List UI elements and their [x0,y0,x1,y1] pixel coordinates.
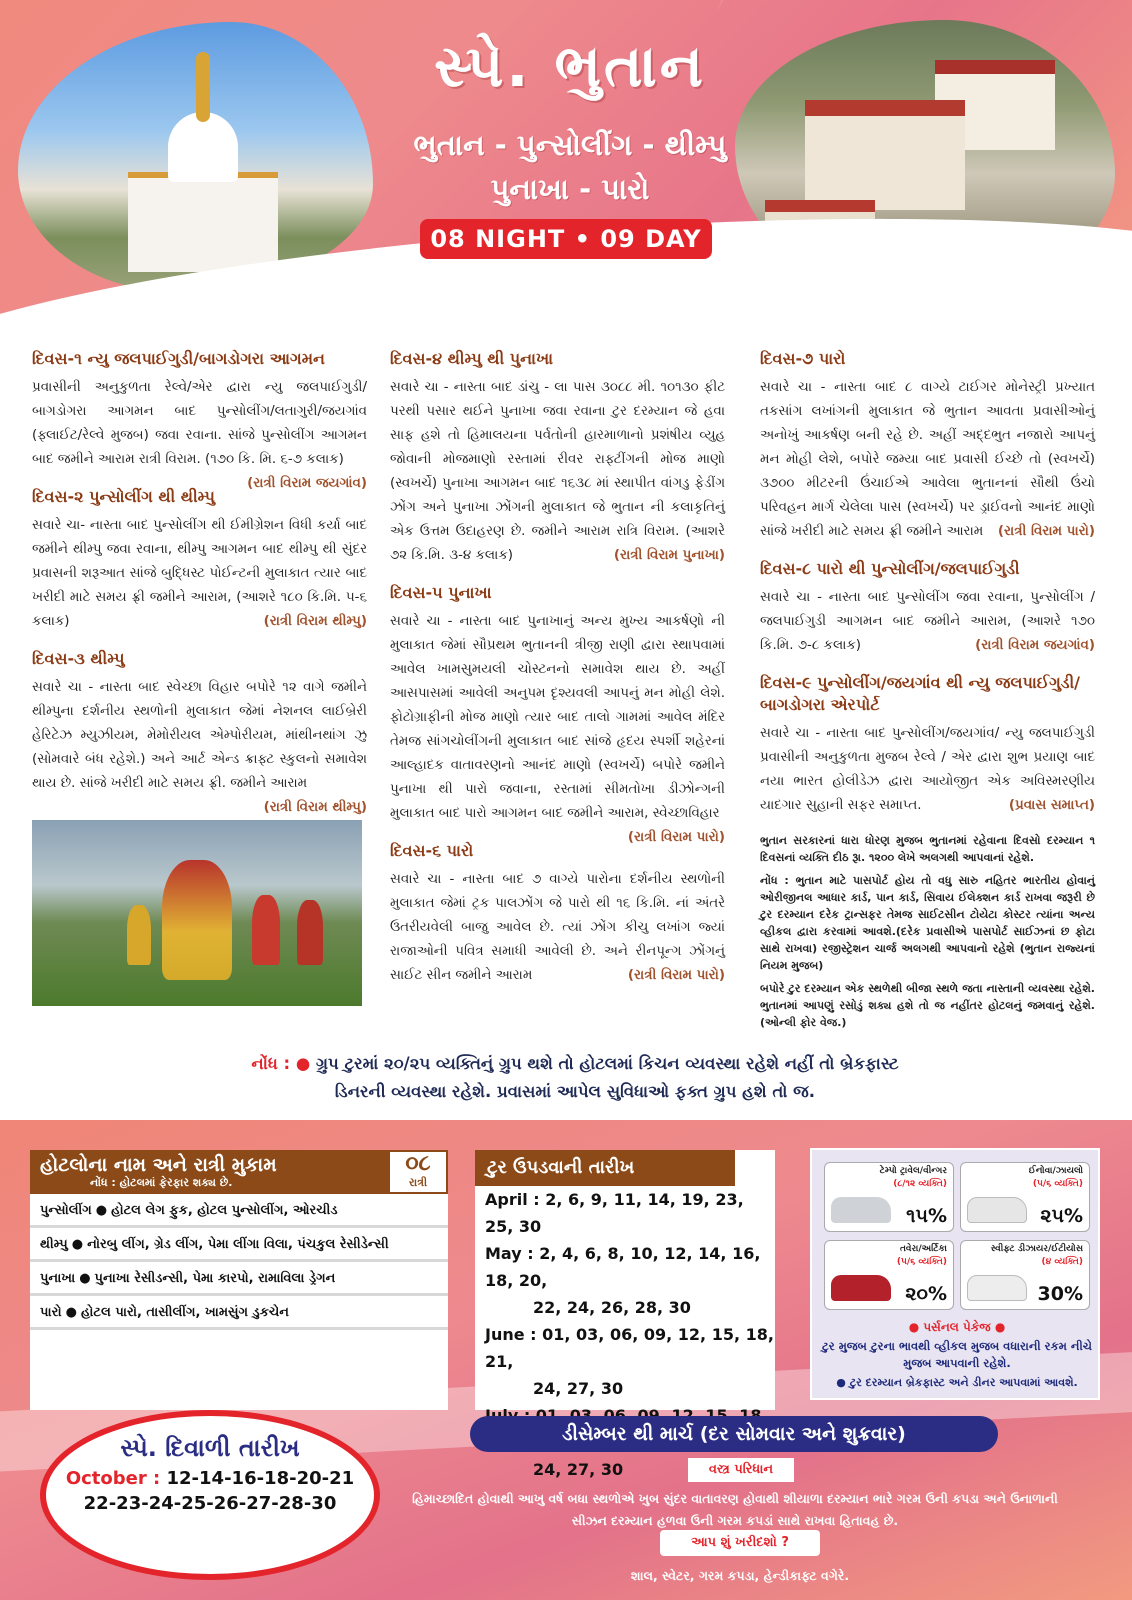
note-label: નોંધ : [251,1054,291,1073]
bullet-icon: ● [295,1054,311,1073]
day-title: દિવસ-૧ ન્યુ જલપાઈગુડી/બાગડોગરા આગમન [32,349,325,368]
bottom-section [0,1120,1132,1600]
diwali-title: સ્પે. દિવાળી તારીખ [120,1434,300,1462]
day-title: દિવસ-૬ પારો [390,841,474,860]
day-description: સવારે ચા - નાસ્તા બાદ ૭ વાગ્યે પારોના દર્શનીય સ્થળોની મુલાકાત જેમાં ટ્રક પાલઝોંગ જે પારો થી ૧૬ કિ.મિ. નાં અંતરે ઉતરીયવેલી બાજુ આવેલ છે. ત્યાં ઝોંગ કીચુ લખાંગ જ્યાં રાજાઓની પવિત્ર સમાધી આવેલી છે. અને રીનપૂન્ગ ઝોંગનું સાઈટ સીન જમીને આરામ (રાત્રી વિરામ પારો) [390,868,725,988]
day-2 [32,486,367,634]
overnight-stay: (રાત્રી વિરામ પુનાખા) [613,548,725,563]
van-icon [831,1197,891,1223]
route-line-1: ભુતાન - પુન્સોલીંગ - થીમ્પુ [413,128,727,162]
diwali-dates-line-2: 22-23-24-25-26-27-28-30 [83,1493,337,1514]
day-description: પ્રવાસીની અનુકુળતા રેલ્વે/એર દ્વારા ન્યુ જલપાઈગુડી/ બાગડોગરા આગમન બાદ પુન્સોલીંગ/લતાગુરી/જયગાંવ (ફ્લાઈટ/રેલ્વે મુજબ) જવા રવાના. સાંજે પુન્સોલીંગ આગમન બાદ જમીને આરામ રાત્રી વિરામ. (૧૭૦ કિ. મિ. ૬-૭ કલાક) (રાત્રી વિરામ જયગાંવ) [32,376,367,472]
nights-count: ૦૮ [405,1151,431,1176]
dancer-figure [297,900,323,965]
duration-badge: 08 NIGHT • 09 DAY [420,219,712,259]
diwali-dates-badge [40,1410,380,1580]
day-title: દિવસ-૪ થીમ્પુ થી પુનાખા [390,349,554,368]
personal-package-box [810,1148,1100,1400]
itinerary-column-1 [32,348,367,1006]
day-description: સવારે ચા - નાસ્તા બાદ પુનાખાનું અન્ય મુખ્ય આકર્ષણો ની મુલાકાત જેમાં સૌપ્રથમ ભુતાનની ત્રીજી રાણી દ્વારા સ્થાપવામાં આવેલ ખામસુમયલી ચોસ્ટનનો સમાવેશ થાય છે. અહીં આસપાસમાં આવેલી અનુપમ દૃશ્યવલી આપનું મન મોહી લેશે. ફોટોગ્રાફીની મોજ માણો ત્યાર બાદ તાલો ગામમાં આવેલ મંદિર તેમજ સાંગચોલીંગની મુલાકાત બાદ સાંજે હૃદય સ્પર્શી શહેરનાં આલ્હાદક વાતાવરણનો આનંદ માણો (સ્વખર્ચે) બપોરે જમીને પુનાખા થી પારો જવાના, રસ્તામાં સીમતોખા ડીઝોન્ગની મુલાકાત બાદ પારો આગમન બાદ જમીને આરામ, સ્વેચ્છાવિહાર (રાત્રી વિરામ પારો) [390,610,725,826]
stupa-dome [168,112,238,182]
day-title: દિવસ-૭ પારો [760,349,846,368]
overnight-stay: (રાત્રી વિરામ થીમ્પુ) [263,614,367,629]
day-1 [32,348,367,491]
hotels-subtitle: નોંધ : હોટલમાં ફેરફાર શક્ય છે. [90,1176,233,1189]
personal-package-text: ટુર મુજબ ટુરના ભાવથી વ્હીકલ મુજબ વધારાની રકમ નીચે મુજબ આપવાની રહેશે. [822,1339,1092,1370]
mask-dance-photo [32,820,362,1006]
overnight-stay: (રાત્રી વિરામ પારો) [997,524,1095,539]
hotels-box [30,1150,448,1410]
meals-note: બપોરે ટુર દરમ્યાન એક સ્થળેથી બીજા સ્થળે જતા નાસ્તાની વ્યવસ્થા રહેશે. ભુતાનમાં આપણું રસોડું શક્ય હશે તો જ નહીંતર હોટલનું જમવાનું રહેશે. (ઓન્લી ફોર વેજ.) [760,982,1095,1029]
hotel-row: પારો ● હોટલ પારો, તાસીલીંગ, ખામસુંગ ડુકચેન [30,1296,448,1330]
clothing-label: વસ્ત્ર પરિધાન [688,1458,794,1482]
group-note-line-1: ગ્રુપ ટુરમાં ૨૦/૨૫ વ્યક્તિનું ગ્રુપ થશે તો હોટલમાં કિચન વ્યવસ્થા રહેશે નહીં તો બ્રેકફાસ્ટ [315,1054,899,1073]
car-icon [967,1197,1027,1223]
vehicle-card: ટેમ્પો ટ્રાવેલ/વીન્ગર (૮/૧૨ વ્યક્તિ) ૧૫% [824,1162,954,1232]
overnight-stay: (રાત્રી વિરામ થીમ્પુ) [263,800,367,815]
header-banner [0,0,1132,320]
month-june: June : 01, 03, 06, 09, 12, 15, 18, 21, 24, 27, 30 [485,1325,774,1398]
hotel-row: પુનાખા ● પુનાખા રેસીડન્સી, પેમા કારપો, રામાવિલા ડ્રેગન [30,1262,448,1296]
day-title: દિવસ-૨ પુન્સોલીંગ થી થીમ્પુ [32,487,215,506]
itinerary-column-3 [760,348,1095,1031]
personal-package-title: ● પર્સનલ પેકેજ ● [908,1320,1006,1334]
nights-label: રાત્રી [408,1176,428,1189]
day-title: દિવસ-૩ થીમ્પુ [32,649,125,668]
hotel-row: પુન્સોલીંગ ● હોટલ લેગ ફુક, હોટલ પુન્સોલીંગ, ઓરચીડ [30,1194,448,1228]
hotel-row: થીમ્પુ ● નોરબુ લીંગ, ગ્રેડ લીંગ, પેમા લીંગા વિલા, પંચકુલ રેસીડેન્સી [30,1228,448,1262]
shopping-text: શાલ, સ્વેટર, ગરમ કપડા, હેન્ડીકાફ્ટ વગેરે. [630,1568,850,1583]
dancer-figure [252,895,280,965]
itinerary-column-2 [390,348,725,1002]
bhutan-fee-note: ભુતાન સરકારનાં ધારા ધોરણ મુજબ ભુતાનમાં રહેવાના દિવસો દરમ્યાન ૧ દિવસનાં વ્યક્તિ દીઠ રૂા. ૧૨૦૦ લેખે અલગથી આપવાનાં રહેશે. [760,834,1095,864]
overnight-stay: (રાત્રી વિરામ પારો) [627,968,725,983]
stupa-spire [196,52,210,122]
day-5 [390,582,725,845]
day-description: સવારે ચા - નાસ્તા બાદ પુન્સોલીંગ/જયગાંવ/ ન્યુ જલપાઈગુડી પ્રવાસીની અનુકુળતા મુજબ રેલ્વે / એર દ્વારા શુભ પ્રયાણ બાદ નયા ભારત હોલીડેઝ દ્વારા આયોજીત એક અવિસ્મરણીય યાદગાર સુહાની સફર સમાપ્ત. (પ્રવાસ સમાપ્ત) [760,722,1095,818]
december-march-banner: ડીસેમ્બર થી માર્ચ (દર સોમવાર અને શુક્રવાર) [470,1416,998,1452]
group-note-line-2: ડિનરની વ્યવસ્થા રહેશે. પ્રવાસમાં આપેલ સુવિધાઓ ફક્ત ગ્રુપ હશે તો જ. [334,1082,816,1101]
day-9 [760,672,1095,818]
overnight-stay: (રાત્રી વિરામ જયગાંવ) [247,476,367,491]
stupa-base [128,172,278,272]
day-description: સવારે ચા- નાસ્તા બાદ પુન્સોલીંગ થી ઈમીગ્રેશન વિધી કર્યા બાદ જમીને થીમ્પુ જવા રવાના, થીમ્પુ આગમન બાદ થીમ્પુ થી સુંદર પ્રવાસની શરૂઆત સાંજે બુદ્ધિસ્ટ પોઈન્ટની મુલાકાત ત્યાર બાદ ખરીદી માટે સમય ફ્રી જમીને આરામ, (આશરે ૧૮૦ કિ.મિ. ૫-૬ કલાક) (રાત્રી વિરામ થીમ્પુ) [32,514,367,634]
month-july: 24, 27, 30 [533,1460,624,1479]
meals-included-text: ● ટુર દરમ્યાન બ્રેકફાસ્ટ અને ડીનર આપવામાં આવશે. [836,1376,1078,1389]
dancer-figure [127,905,151,965]
day-6 [390,840,725,988]
vehicle-card: તવેરા/અર્ટિકા (૫/૬ વ્યક્તિ) ૨૦% [824,1240,954,1310]
diwali-dates-line-1: October : 12-14-16-18-20-21 [65,1468,355,1489]
page-title: સ્પે. ભુતાન [434,32,706,100]
nights-badge [388,1150,448,1194]
documents-note: નોંધ : ભુતાન માટે પાસપોર્ટ હોય તો વધુ સારુ નહિતર ભારતીય હોવાનું ઓરીજીનલ આધાર કાર્ડ, પાન કાર્ડ, સિવાય ઈલેક્શન કાર્ડ રાખવા જરૂરી છે ટુર દરમ્યાન દરેક ટ્રાન્સફર તેમજ સાઈટસીન ટોયેટા કોસ્ટર ત્યાંના અન્ય વ્હીકલ દ્વારા કરવામાં આવશે.(દરેક પ્રવાસીએ પાસપોર્ટ સાઈઝનાં છ ફોટા સાથે રાખવા) રજીસ્ટ્રેશન ચાર્જ અલગથી આપવાનો રહેશે (ભુતાન રાજ્યનાં નિયમ મુજબ) [760,874,1095,972]
day-3 [32,648,367,815]
day-4 [390,348,725,568]
day-title: દિવસ-૮ પારો થી પુન્સોલીંગ/જલપાઈગુડી [760,559,1020,578]
day-description: સવારે ચા - નાસ્તા બાદ સ્વેચ્છા વિહાર બપોરે ૧૨ વાગે જમીને થીમ્પુના દર્શનીય સ્થળોની મુલાકાત જેમાં નેશનલ લાઈબ્રેરી હેરિટેઝ મ્યુઝીયમ, મેમોરીયલ એમ્પોરીયમ, માંથીનથાંગ ઝુ (સોમવારે બંધ રહેશે.) અને આર્ટ એન્ડ ક્રાફ્ટ સ્કુલનો સમાવેશ થાય છે. સાંજે ખરીદી માટે સમય ફ્રી. જમીને આરામ (રાત્રી વિરામ થીમ્પુ) [32,676,367,796]
departure-dates-title: ટુર ઉપડવાની તારીખ [475,1150,735,1186]
month-april: April : 2, 6, 9, 11, 14, 19, 23, 25, 30 [485,1190,744,1236]
clothing-text: હિમાચ્છાદિત હોવાથી આખુ વર્ષ બધા સ્થળોએ ખુબ સુંદર વાતાવરણ હોવાથી શીયાળા દરમ્યાન ભારે ગરમ ઉની કપડા અને ઉનાળાની સીઝન દરમ્યાન હળવા ઉની ગરમ કપડાં સાથે રાખવા હિતાવહ છે. [412,1491,1058,1528]
day-title: દિવસ-૯ પુન્સોલીંગ/જયગાંવ થી ન્યુ જલપાઈગુડી/ બાગડોગરા એરપોર્ટ [760,673,1080,714]
dancer-figure [162,860,232,980]
vehicle-card: સ્વીફ્ટ ડીઝાયર/ઈટીયોસ (૪ વ્યક્તિ) 30% [960,1240,1090,1310]
day-8 [760,558,1095,658]
overnight-stay: (પ્રવાસ સમાપ્ત) [1008,798,1095,813]
group-tour-note [150,1050,1000,1106]
car-icon [967,1275,1027,1301]
day-description: સવારે ચા - નાસ્તા બાદ ૮ વાગ્યે ટાઈગર મોનેસ્ટ્રી પ્રખ્યાત તકસાંગ લખાંગની મુલાકાત જે ભુતાન આવતા પ્રવાસીઓનું અનોખું આકર્ષણ બની રહે છે. અહીં અદ્દભુત નજારો આપનું મન મોહી લેશે, બપોરે જમ્યા બાદ પ્રવાસી ઈચ્છે તો (સ્વખર્ચે) ૩૭૦૦ મીટરની ઉંચાઈએ આવેલા ભુતાનનાં સૌથી ઉંચો પરિવહન માર્ગ ચેલેલા પાસ (સ્વખર્ચે) પર ડ્રાઈવનો આનંદ માણો સાંજે ખરીદી માટે સમય ફ્રી જમીને આરામ (રાત્રી વિરામ પારો) [760,376,1095,544]
vehicle-card: ઈનોવા/ઝાયલો (૫/૬ વ્યક્તિ) ૨૫% [960,1162,1090,1232]
day-title: દિવસ-૫ પુનાખા [390,583,492,602]
hotels-header [30,1150,448,1194]
monastery-building [805,100,965,210]
day-description: સવારે ચા - નાસ્તા બાદ પુન્સોલીંગ જવા રવાના, પુન્સોલીંગ /જલપાઈગુડી આગમન બાદ જમીને આરામ, (આશરે ૧૭૦ કિ.મિ. ૭-૮ કલાક) (રાત્રી વિરામ જયગાંવ) [760,586,1095,658]
overnight-stay: (રાત્રી વિરામ પારો) [627,830,725,845]
overnight-stay: (રાત્રી વિરામ જયગાંવ) [975,638,1095,653]
month-may: May : 2, 4, 6, 8, 10, 12, 14, 16, 18, 20, 22, 24, 26, 28, 30 [485,1244,761,1317]
day-7 [760,348,1095,544]
shopping-label: આપ શું ખરીદશો ? [660,1530,820,1556]
day-description: સવારે ચા - નાસ્તા બાદ ડાંચુ - લા પાસ ૩૦૮૮ મી. ૧૦૧૩૦ ફીટ પરથી પસાર થઈને પુનાખા જવા રવાના ટુર દરમ્યાન જે હવા સાફ હશે તો હિમાલયના પર્વતોની હારમાળાનો પ્રશંષીય વ્યુહ જોવાની મોજમાણો રસ્તામાં રીવર રાફ્ટીંગની મોજ માણો (સ્વખર્ચે) પુનાખા આગમન બાદ ૧૬૩૮ માં સ્થાપીત વાંગડુ ફેડીંગ ઝોંગ અને પુનાખા ઝોંગની મુલાકાત જે ભુતાન ની કલાકૃતિનું એક ઉત્તમ ઉદાહરણ છે. જમીને આરામ રાત્રિ વિરામ. (આશરે ૭૨ કિ.મિ. ૩-૪ કલાક) (રાત્રી વિરામ પુનાખા) [390,376,725,568]
hotels-title: હોટલોના નામ અને રાત્રી મુકામ [40,1154,277,1176]
car-icon [831,1275,891,1301]
route-line-2: પુનાખા - પારો [490,172,650,206]
memorial-stupa-photo [18,22,373,292]
